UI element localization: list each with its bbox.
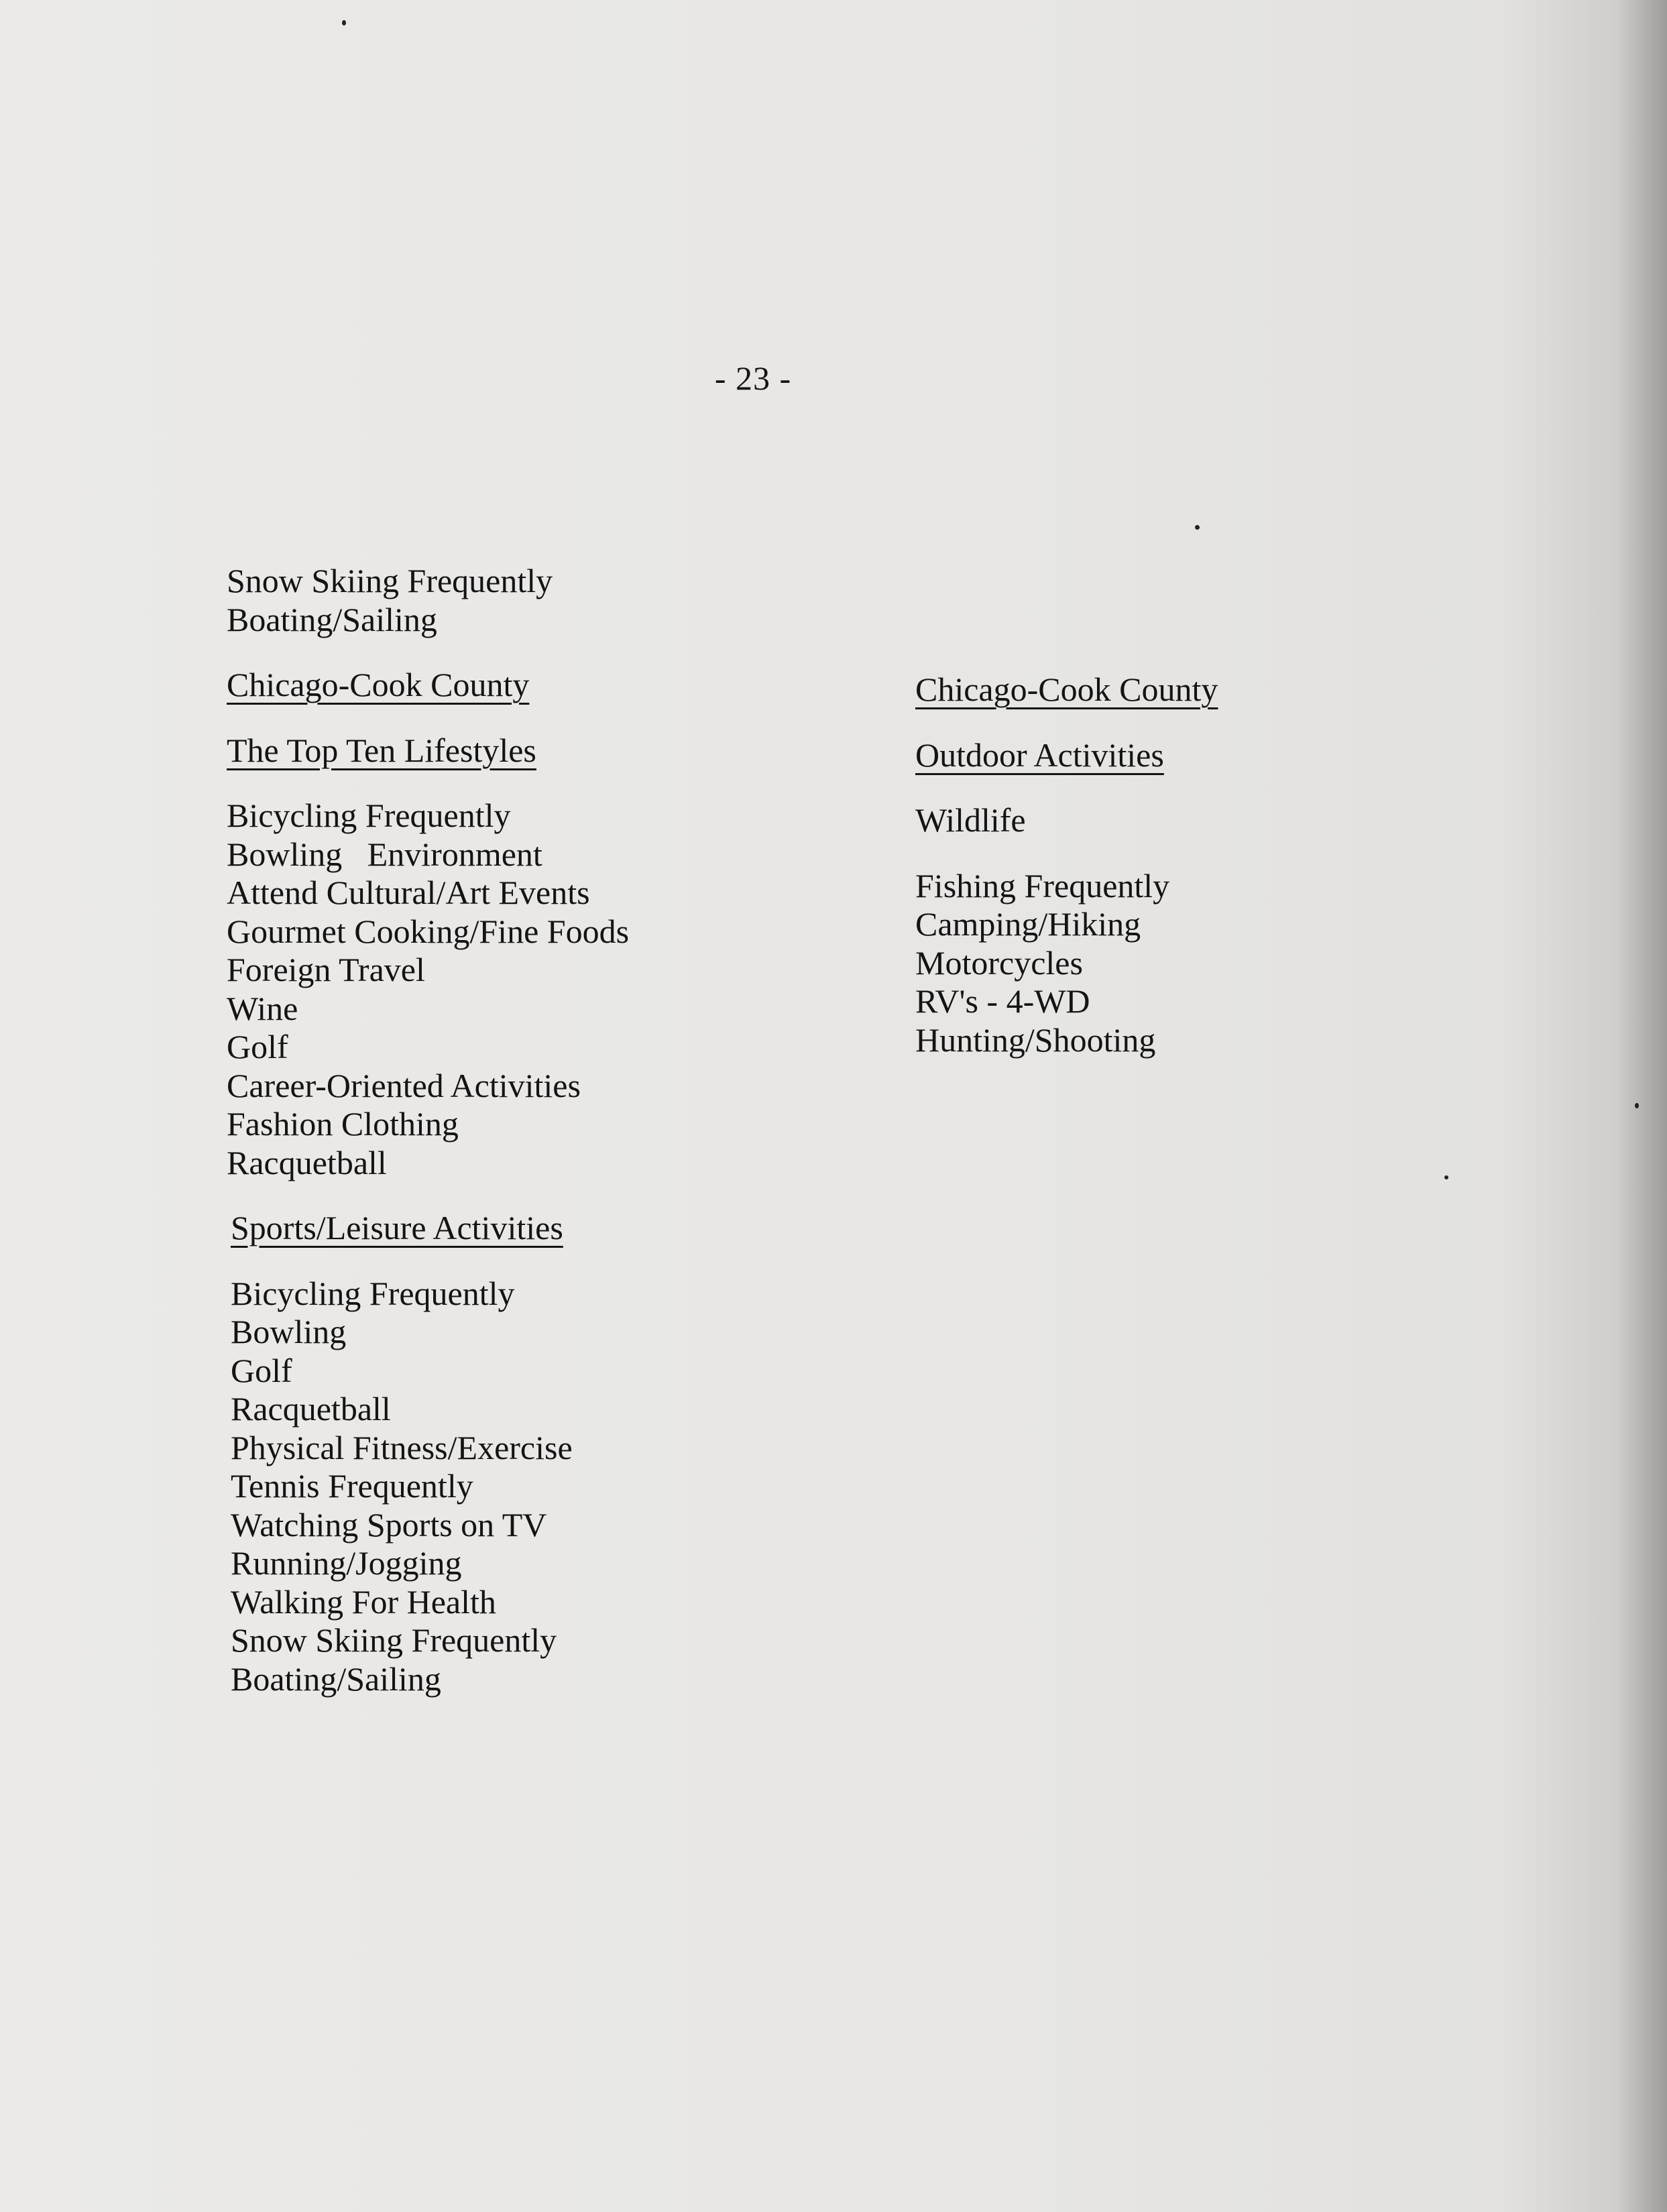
- lifestyle-item: Gourmet Cooking/Fine Foods: [227, 912, 630, 950]
- lifestyle-item: Career-Oriented Activities: [227, 1066, 581, 1104]
- outdoor-item: Wildlife: [915, 801, 1026, 839]
- lifestyle-item: Attend Cultural/Art Events: [227, 874, 590, 911]
- page-number: - 23 -: [714, 359, 792, 397]
- right-column: [915, 671, 1519, 1059]
- sports-item: Walking For Health: [231, 1582, 496, 1621]
- carryover-item: Snow Skiing Frequently: [227, 562, 553, 599]
- carryover-item: Boating/Sailing: [227, 600, 437, 638]
- sports-item: Physical Fitness/Exercise: [231, 1428, 573, 1466]
- outdoor-item: Fishing Frequently: [915, 866, 1170, 905]
- sports-heading: Sports/Leisure Activities: [231, 1209, 563, 1246]
- sports-item: Bowling: [231, 1313, 347, 1350]
- lifestyles-heading: The Top Ten Lifestyles: [227, 731, 536, 769]
- lifestyle-item: Wine: [227, 989, 298, 1027]
- sports-item: Racquetball: [231, 1390, 391, 1428]
- sports-item: Running/Jogging: [231, 1544, 462, 1582]
- outdoor-item: Hunting/Shooting: [915, 1021, 1156, 1059]
- scan-speck: [1195, 525, 1200, 530]
- sports-item: Golf: [231, 1351, 292, 1389]
- lifestyle-item: Bicycling Frequently: [227, 797, 511, 834]
- scan-speck: [1635, 1103, 1639, 1108]
- scan-speck: [1444, 1175, 1448, 1179]
- lifestyle-item: Racquetball: [227, 1143, 387, 1181]
- outdoor-item: Motorcycles: [915, 943, 1083, 982]
- outdoor-heading: Outdoor Activities: [915, 736, 1164, 774]
- sports-item: Watching Sports on TV: [231, 1505, 547, 1544]
- sports-item: Snow Skiing Frequently: [231, 1621, 557, 1659]
- left-column: [227, 562, 884, 1698]
- sports-item: Boating/Sailing: [231, 1660, 441, 1698]
- lifestyle-item: Golf: [227, 1028, 288, 1065]
- outdoor-item: Camping/Hiking: [915, 905, 1141, 943]
- region-heading-right: Chicago-Cook County: [915, 671, 1218, 708]
- lifestyle-item: Bowling Environment: [227, 835, 542, 873]
- scan-speck: [342, 20, 346, 25]
- sports-item: Bicycling Frequently: [231, 1274, 515, 1312]
- sports-item: Tennis Frequently: [231, 1467, 473, 1505]
- outdoor-item: RV's - 4-WD: [915, 982, 1090, 1020]
- lifestyle-item: Fashion Clothing: [227, 1105, 459, 1143]
- lifestyle-item: Foreign Travel: [227, 951, 425, 988]
- region-heading-left: Chicago-Cook County: [227, 666, 530, 703]
